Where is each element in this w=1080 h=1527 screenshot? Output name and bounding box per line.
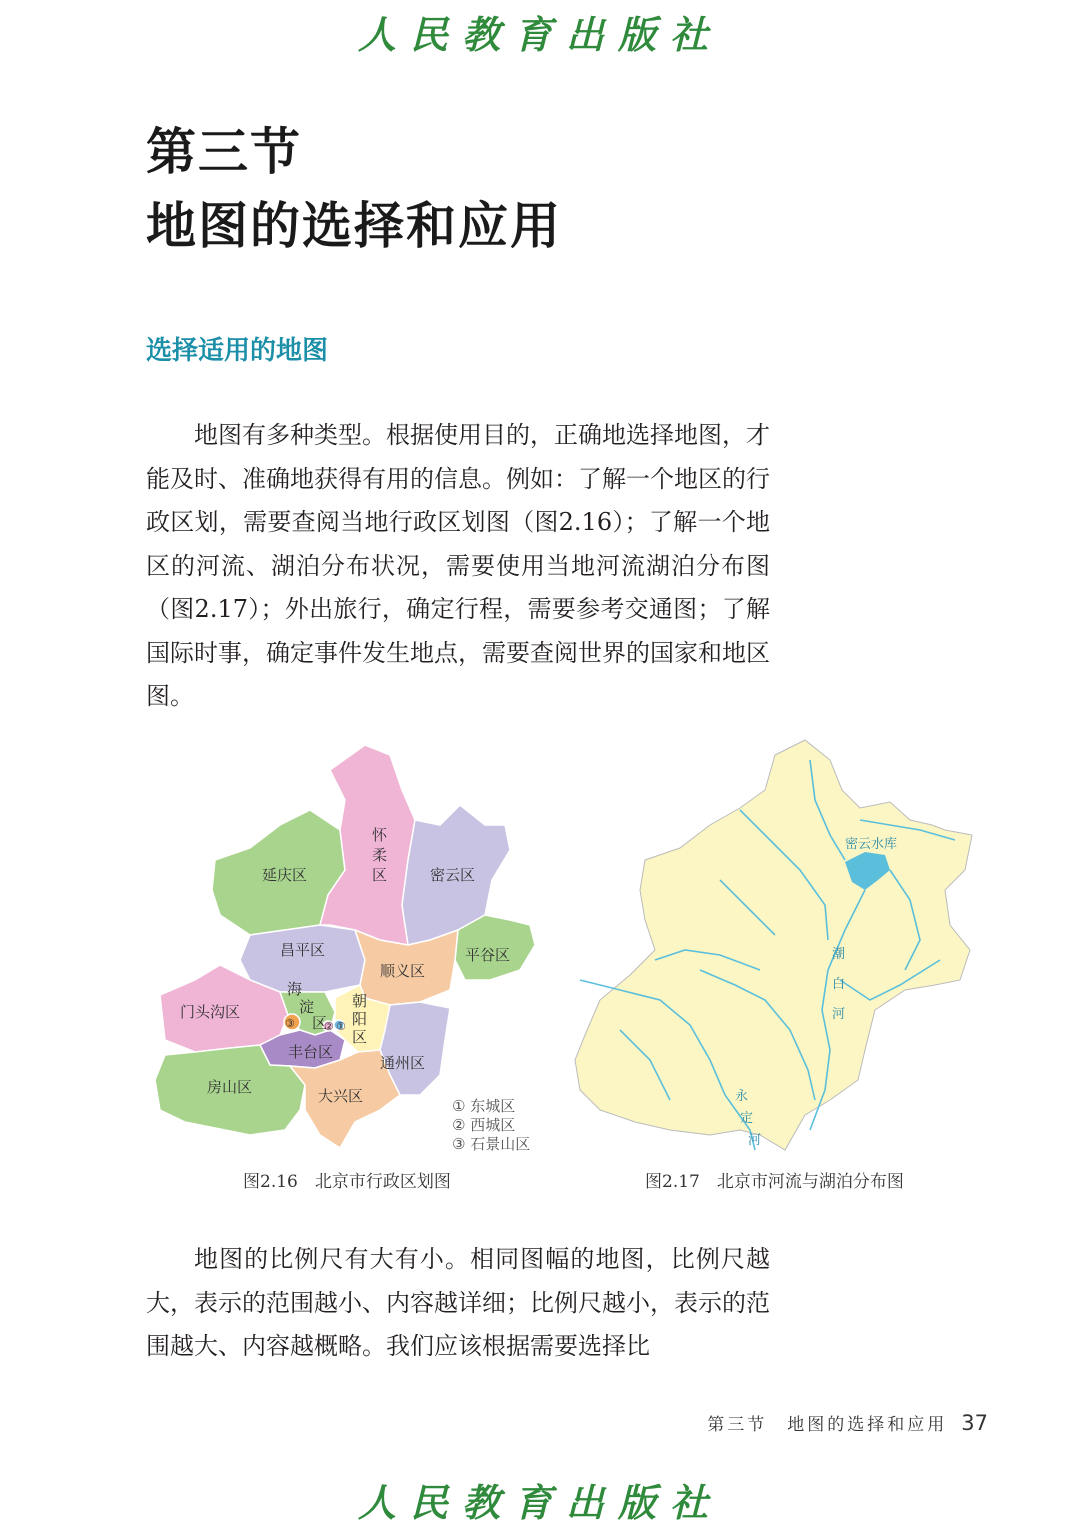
label-pinggu: 平谷区 [465, 946, 511, 964]
legend-item: ① 东城区 [452, 1097, 516, 1115]
legend-item: ② 西城区 [452, 1116, 516, 1134]
section-number: 第三节 [146, 123, 302, 181]
admin-map-legend [452, 1097, 530, 1154]
label-fangshan: 房山区 [207, 1078, 253, 1096]
label-fengtai: 丰台区 [288, 1043, 334, 1061]
label-haidian-3: 区 [312, 1014, 328, 1032]
publisher-watermark-bottom: 人民教育出版社 [357, 1480, 722, 1525]
beijing-river-map [560, 730, 990, 1160]
label-chaobai-2: 白 [832, 977, 846, 992]
label-huairou: 怀 [372, 826, 388, 844]
label-huairou-2: 柔 [372, 846, 388, 864]
label-shunyi: 顺义区 [380, 962, 426, 980]
label-yongding-1: 永 [735, 1089, 749, 1104]
label-chaobai-3: 河 [832, 1007, 846, 1022]
marker-2: ② [324, 1020, 334, 1033]
footer-section: 第三节 地图的选择和应用 [707, 1415, 948, 1435]
label-yongding-2: 定 [740, 1111, 754, 1126]
label-chaoyang-2: 阳 [352, 1010, 368, 1028]
label-yongding-3: 河 [748, 1133, 762, 1148]
label-daxing: 大兴区 [318, 1087, 364, 1105]
publisher-watermark-top: 人民教育出版社 [357, 12, 722, 57]
label-reservoir: 密云水库 [845, 837, 898, 852]
section-title: 地图的选择和应用 [146, 197, 562, 255]
legend-item: ③ 石景山区 [452, 1135, 531, 1153]
marker-1: ① [336, 1020, 346, 1033]
admin-map-svg [140, 730, 570, 1160]
paragraph-1: 地图有多种类型。根据使用目的，正确地选择地图，才能及时、准确地获得有用的信息。例如：了解一个地区的行政区划，需要查阅当地行政区划图（图2.16）；了解一个地区的河流、湖泊分布状况，需要使用当地河流湖泊分布图（图2.17）；外出旅行，确定行程，需要参考交通图；了解国际时事，确定事件发生地点，需要查阅世界的国家和地区图。 [146, 421, 770, 710]
label-chaoyang-1: 朝 [352, 992, 368, 1010]
figure-caption-2-17: 图2.17 北京市河流与湖泊分布图 [645, 1172, 904, 1192]
label-miyun: 密云区 [430, 866, 476, 884]
land-area [575, 740, 972, 1150]
label-mentougou: 门头沟区 [180, 1003, 241, 1021]
label-changping: 昌平区 [280, 941, 326, 959]
river-map-svg [560, 730, 990, 1160]
page-number: 37 [961, 1411, 988, 1435]
marker-3: ③ [285, 1017, 295, 1030]
beijing-admin-map [140, 730, 570, 1160]
page-footer [707, 1410, 988, 1435]
label-haidian-1: 海 [287, 980, 303, 998]
label-huairou-3: 区 [372, 866, 388, 884]
paragraph-2: 地图的比例尺有大有小。相同图幅的地图，比例尺越大，表示的范围越小、内容越详细；比例尺越小，表示的范围越大、内容越概略。我们应该根据需要选择比 [146, 1245, 770, 1360]
label-chaobai-1: 潮 [832, 947, 846, 962]
label-haidian-2: 淀 [299, 998, 315, 1016]
figure-caption-2-16: 图2.16 北京市行政区划图 [243, 1172, 451, 1192]
label-yanqing: 延庆区 [262, 866, 308, 884]
label-tongzhou: 通州区 [380, 1054, 426, 1072]
subheading: 选择适用的地图 [146, 336, 329, 366]
label-chaoyang-3: 区 [352, 1028, 368, 1046]
